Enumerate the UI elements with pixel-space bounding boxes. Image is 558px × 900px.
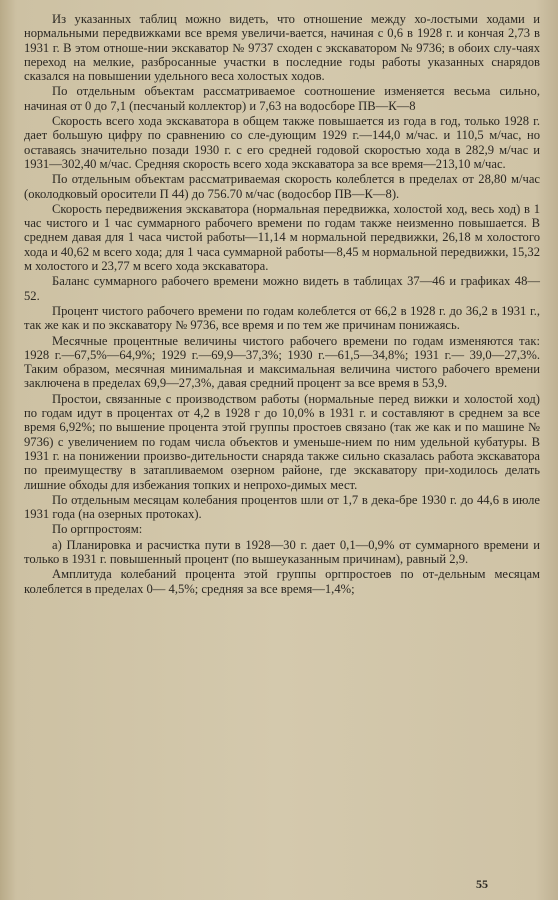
paragraph: По отдельным месяцам колебания процентов шли от 1,7 в дека-бре 1930 г. до 44,6 в июле 1931 года (на озерных протоках). [24, 492, 540, 522]
paragraph: Из указанных таблиц можно видеть, что отношение между хо-лостыми ходами и нормальными передвижками все время увеличи-вается, начиная с 0,6 в 1928 г. и кончая 2,73 в 1931 г. В этом отноше-нии экскаватор № 9737 сходен с экскаватором № 9736; в обоих слу-чаях переход на мелкие, разбросанные участки в последние годы работы указанных снарядов сказался на повышении удельного веса холостых ходов. [24, 12, 540, 84]
page-number: 55 [476, 877, 488, 891]
body-text [24, 12, 540, 596]
paragraph: Процент чистого рабочего времени по годам колеблется от 66,2 в 1928 г. до 36,2 в 1931 г., так же как и по экскаватору № 9736, все время и по тем же причинам понижаясь. [24, 303, 540, 333]
paragraph: Скорость передвижения экскаватора (нормальная передвижка, холостой ход, весь ход) в 1 час чистого и 1 час суммарного рабочего времени по годам также неизменно повышается. В среднем давая для 1 часа чистой работы—11,14 м нормальной передвижки, 26,18 м холостого хода и 40,62 м всего хода; для 1 часа суммарной работы—8,45 м нормальной передвижки, 15,32 м холостого и 23,77 м всего хода экскаватора. [24, 201, 540, 274]
paragraph: Амплитуда колебаний процента этой группы оргпростоев по от-дельным месяцам колеблется в пределах 0— 4,5%; средняя за все время—1,4%; [24, 567, 540, 596]
paragraph: Простои, связанные с производством работы (нормальные перед вижки и холостой ход) по годам идут в процентах от 4,2 в 1928 г до 10,0% в 1931 г. и составляют в среднем за все время 6,92%; по вышение процента этой группы простоев связано (так же как и по машине № 9736) с увеличением по годам числа объектов и уменьше-нием по ним удельной кубатуры. В 1931 г. на понижении произво-дительности снаряда также сильно сказалась работа экскаватора по преимуществу в затапливаемом озерном районе, где экскаватору при-ходилось делать лишние обходы для избежания топких и непрохо-димых мест. [24, 391, 540, 492]
paragraph: По отдельным объектам рассматриваемая скорость колеблется в пределах от 28,80 м/час (околодковый оросители П 44) до 756.70 м/час (водосбор ПВ—К—8). [24, 172, 540, 201]
paragraph: а) Планировка и расчистка пути в 1928—30 г. дает 0,1—0,9% от суммарного времени и только в 1931 г. повышенный процент (по вышеуказанным причинам), равный 2,9. [24, 537, 540, 566]
paragraph: По оргпростоям: [52, 522, 143, 537]
paragraph: Баланс суммарного рабочего времени можно видеть в таблицах 37—46 и графиках 48—52. [24, 274, 540, 303]
paragraph: Месячные процентные величины чистого рабочего времени по годам изменяются так: 1928 г.—67,5%—64,9%; 1929 г.—69,9—37,3%; 1930 г.—61,5—34,8%; 1931 г.— 39,0—27,3%. Таким образом, месячная минимальная и максимальная величина чистого рабочего времени заключена в пределах 69,9—27,3%, давая средний процент за все время в 53,9. [24, 333, 540, 391]
paragraph: Скорость всего хода экскаватора в общем также повышается из года в год, только 1928 г. дает большую цифру по сравнению со сле-дующим 1929 г.—144,0 м/час. и 110,5 м/час, но оставаясь значительно позади 1930 г. с его средней годовой скоростью хода в 282,9 м/час и 1931—302,40 м/час. Средняя скорость всего хода экскаватора за все время—213,10 м/час. [24, 114, 540, 171]
paragraph: По отдельным объектам рассматриваемое соотношение изменяется весьма сильно, начиная от 0 до 7,1 (песчаный коллектор) и 7,63 на водосборе ПВ—К—8 [24, 84, 540, 113]
